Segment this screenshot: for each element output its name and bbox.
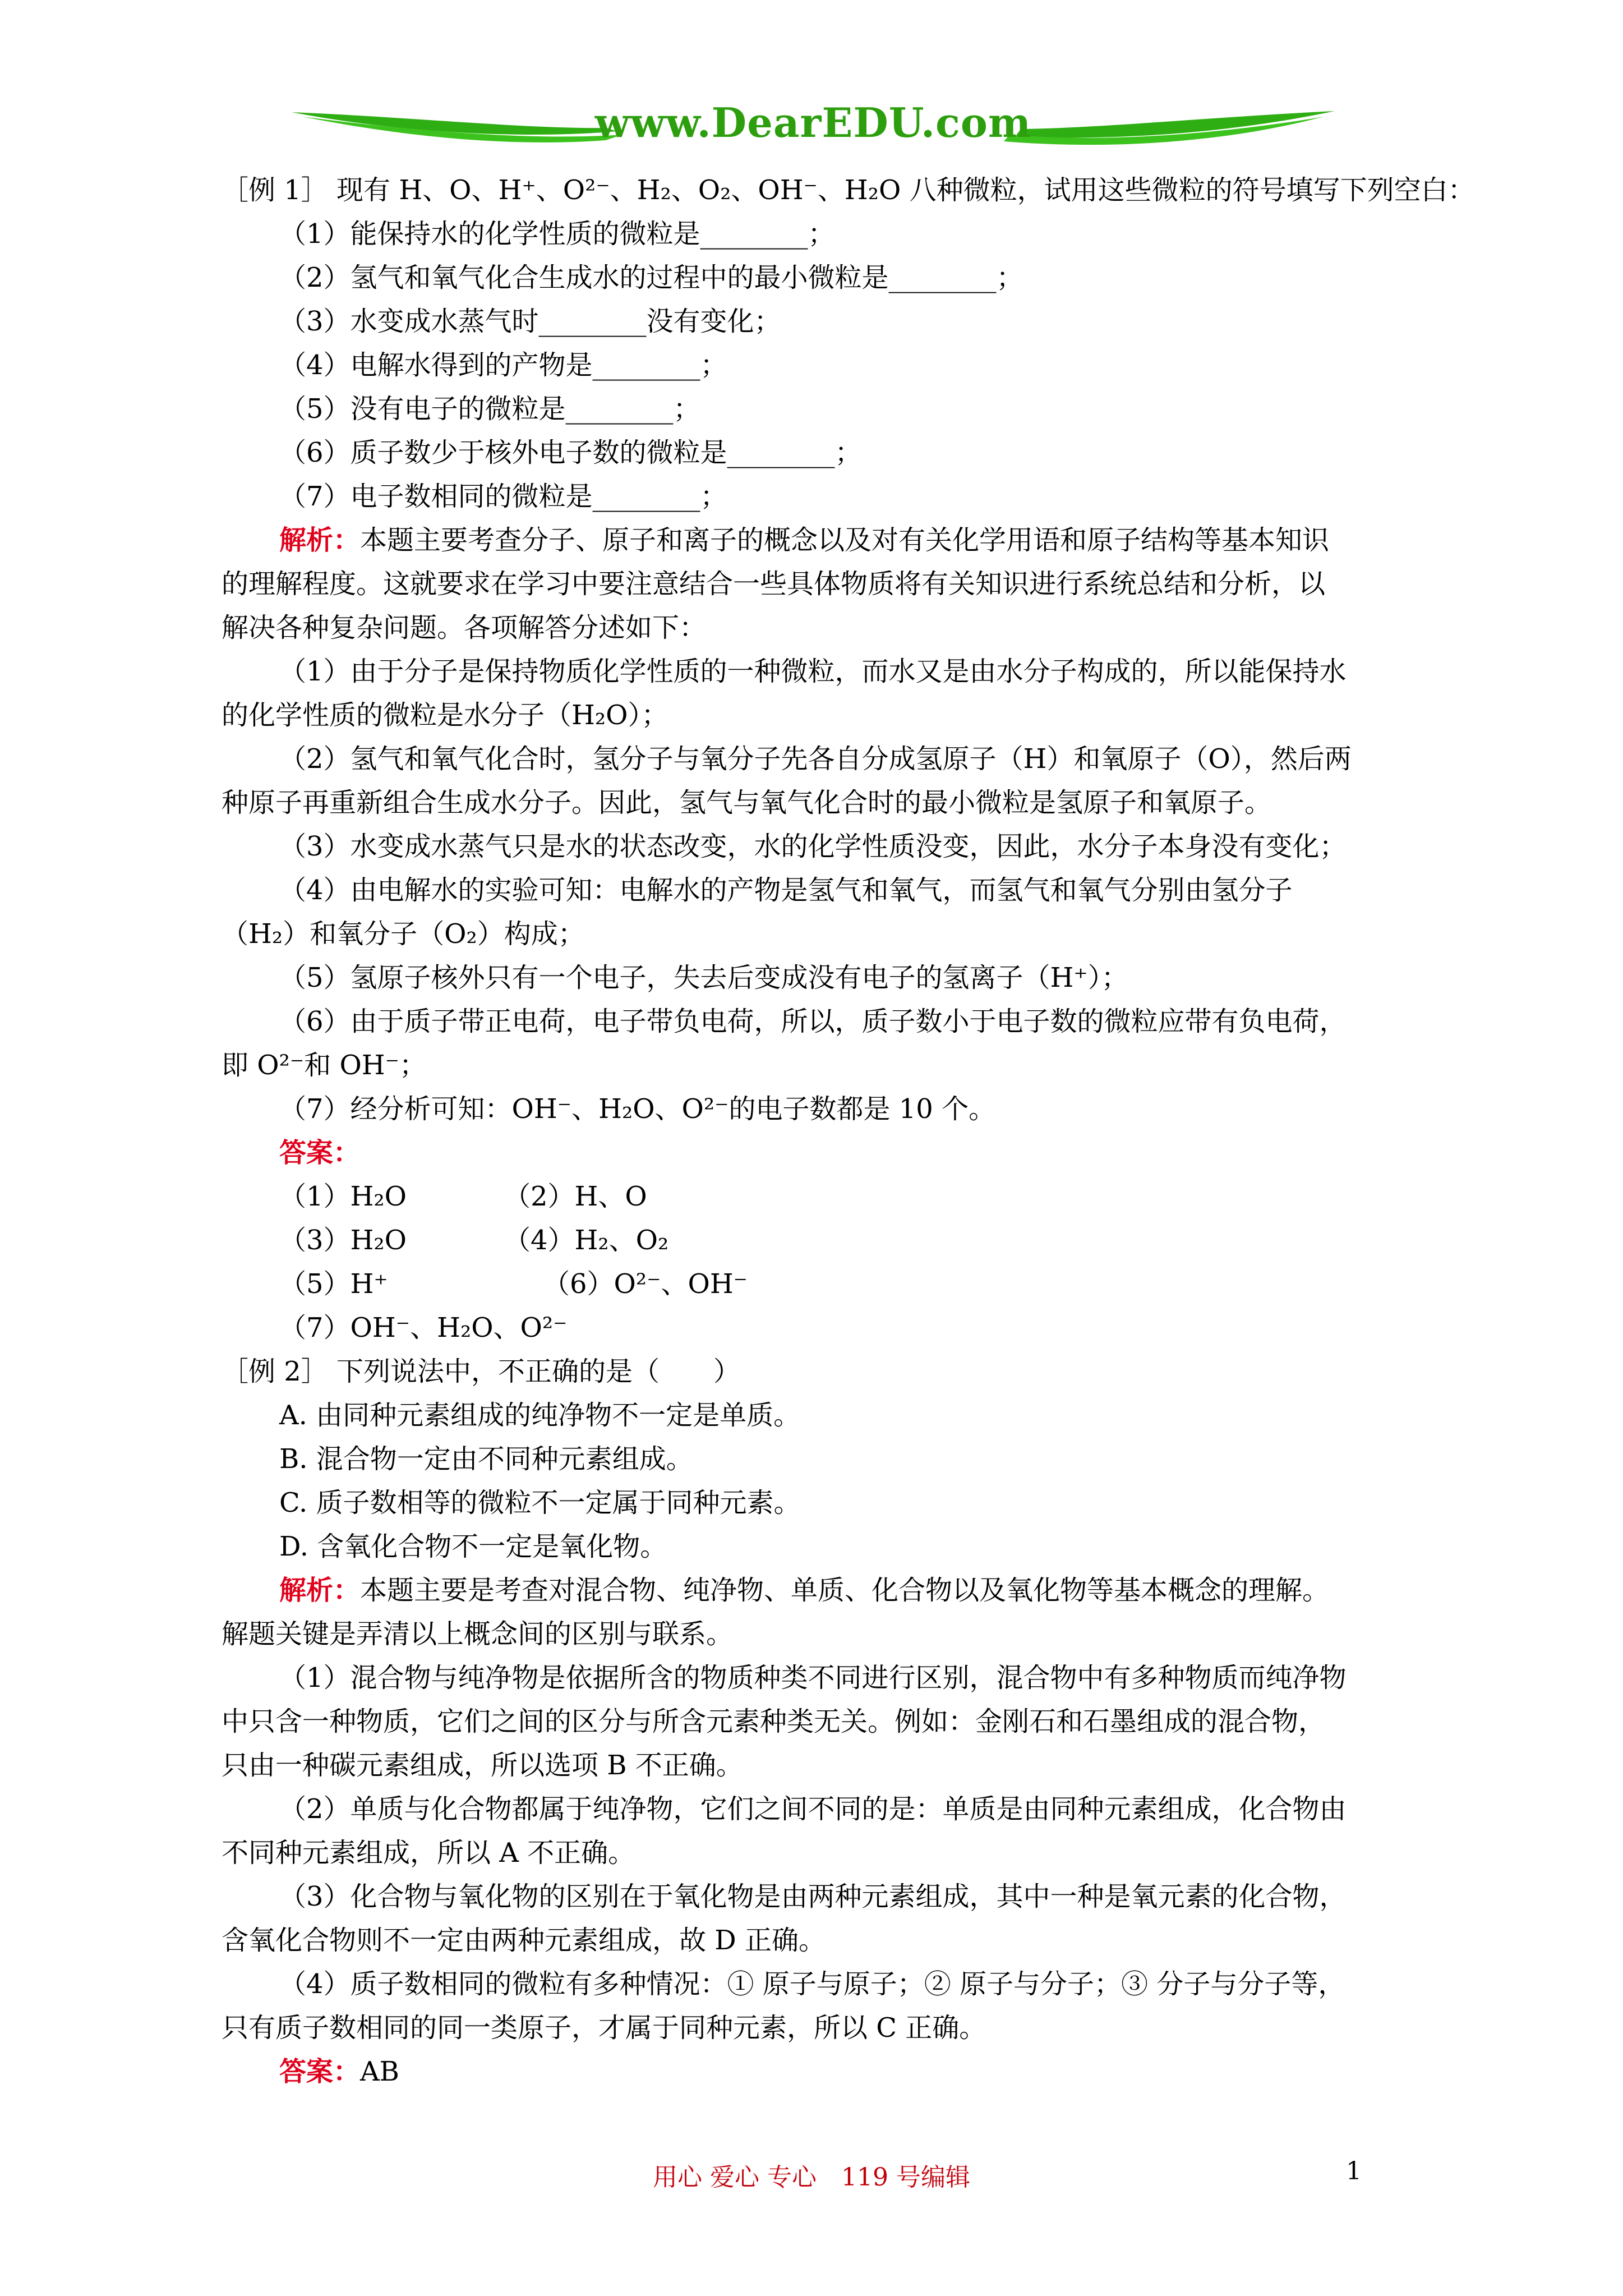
ex1-explain-4b: （H₂）和氧分子（O₂）构成； xyxy=(222,918,585,950)
ex1-question-5: （5）没有电子的微粒是________； xyxy=(279,393,700,425)
ex1-question-3: （3）水变成水蒸气时________没有变化； xyxy=(279,306,781,337)
ex1-answer-row-2 xyxy=(222,1218,1416,1262)
analysis-text: 本题主要考查分子、原子和离子的概念以及对有关化学用语和原子结构等基本知识 xyxy=(360,524,1330,556)
answer-label: 答案： xyxy=(279,2056,361,2087)
site-header xyxy=(292,94,1335,156)
ex1-explain-6a: （6）由于质子带正电荷，电子带负电荷，所以，质子数小于电子数的微粒应带有负电荷， xyxy=(279,1006,1347,1037)
page-number: 1 xyxy=(1346,2157,1362,2185)
ex2-point-1a: （1）混合物与纯净物是依据所含的物质种类不同进行区别，混合物中有多种物质而纯净物 xyxy=(279,1662,1347,1694)
ex1-explain-2b: 种原子再重新组合生成水分子。因此，氢气与氧气化合时的最小微粒是氢原子和氧原子。 xyxy=(222,787,1272,818)
ex2-option-d: D. 含氧化合物不一定是氧化物。 xyxy=(279,1531,667,1562)
ex1-answer-row-3 xyxy=(222,1262,1416,1306)
ex1-explain-5: （5）氢原子核外只有一个电子，失去后变成没有电子的氢离子（H⁺）； xyxy=(279,962,1128,993)
answer-6: （6）O²⁻、OH⁻ xyxy=(543,1268,748,1300)
ex1-question-4: （4）电解水得到的产物是________； xyxy=(279,349,727,381)
ex1-answer-row-1 xyxy=(222,1175,1416,1218)
page-footer: 用心 爱心 专心 119 号编辑 xyxy=(653,2163,970,2192)
ex1-answer-row-4 xyxy=(222,1306,1416,1350)
ex1-question-1: （1）能保持水的化学性质的微粒是________； xyxy=(279,218,835,250)
answer-7: （7）OH⁻、H₂O、O²⁻ xyxy=(279,1312,568,1343)
example2-title: ［例 2］ 下列说法中，不正确的是（ ） xyxy=(222,1356,741,1387)
ex1-question-7: （7）电子数相同的微粒是________； xyxy=(279,481,727,512)
ex2-point-1c: 只由一种碳元素组成，所以选项 B 不正确。 xyxy=(222,1750,743,1781)
analysis-text: 本题主要是考查对混合物、纯净物、单质、化合物以及氧化物等基本概念的理解。 xyxy=(360,1575,1330,1606)
ex1-explain-6b: 即 O²⁻和 OH⁻； xyxy=(222,1050,426,1081)
ex1-explain-3: （3）水变成水蒸气只是水的状态改变，水的化学性质没变，因此，水分子本身没有变化； xyxy=(279,831,1347,862)
ex2-answer-line xyxy=(222,2050,1416,2093)
document-body xyxy=(222,168,1475,2093)
ex1-explain-1a: （1）由于分子是保持物质化学性质的一种微粒，而水又是由水分子构成的，所以能保持水 xyxy=(279,656,1347,687)
answer-1: （1）H₂O xyxy=(279,1181,407,1212)
site-logo[interactable]: www.DearEDU.com xyxy=(594,99,1032,146)
ex1-answer-label-line xyxy=(222,1131,1416,1175)
answer-label: 答案： xyxy=(279,1137,361,1168)
answer-5: （5）H⁺ xyxy=(279,1268,388,1300)
ex2-point-4b: 只有质子数相同的同一类原子，才属于同种元素，所以 C 正确。 xyxy=(222,2012,986,2044)
ex1-analysis-line-1 xyxy=(222,518,1416,562)
ex1-question-6: （6）质子数少于核外电子数的微粒是________； xyxy=(279,437,862,468)
ex1-analysis-line-2: 的理解程度。这就要求在学习中要注意结合一些具体物质将有关知识进行系统总结和分析，以 xyxy=(222,568,1326,600)
ex2-analysis-line-1 xyxy=(222,1568,1416,1612)
ex2-point-4a: （4）质子数相同的微粒有多种情况：① 原子与原子；② 原子与分子；③ 分子与分子等， xyxy=(279,1968,1345,2000)
ex1-explain-7: （7）经分析可知：OH⁻、H₂O、O²⁻的电子数都是 10 个。 xyxy=(279,1093,996,1125)
ex2-point-2a: （2）单质与化合物都属于纯净物，它们之间不同的是：单质是由同种元素组成，化合物由 xyxy=(279,1793,1347,1825)
analysis-label: 解析： xyxy=(279,524,361,556)
ex2-point-3a: （3）化合物与氧化物的区别在于氧化物是由两种元素组成，其中一种是氧元素的化合物， xyxy=(279,1881,1347,1912)
ex2-option-c: C. 质子数相等的微粒不一定属于同种元素。 xyxy=(279,1487,801,1519)
ex2-option-a: A. 由同种元素组成的纯净物不一定是单质。 xyxy=(279,1400,801,1431)
ex1-analysis-line-3: 解决各种复杂问题。各项解答分述如下： xyxy=(222,612,707,643)
ex2-point-2b: 不同种元素组成，所以 A 不正确。 xyxy=(222,1837,635,1869)
ex1-explain-1b: 的化学性质的微粒是水分子（H₂O）； xyxy=(222,700,668,731)
ex2-point-1b: 中只含一种物质，它们之间的区分与所含元素种类无关。例如：金刚石和石墨组成的混合物， xyxy=(222,1706,1326,1737)
ex1-explain-4a: （4）由电解水的实验可知：电解水的产物是氢气和氧气，而氢气和氧气分别由氢分子 xyxy=(279,875,1293,906)
answer-value: AB xyxy=(360,2056,399,2087)
answer-4: （4）H₂、O₂ xyxy=(504,1225,669,1256)
answer-2: （2）H、O xyxy=(504,1181,647,1212)
ex2-option-b: B. 混合物一定由不同种元素组成。 xyxy=(279,1443,693,1475)
ex2-point-3b: 含氧化合物则不一定由两种元素组成，故 D 正确。 xyxy=(222,1925,826,1956)
ex2-analysis-line-2: 解题关键是弄清以上概念间的区别与联系。 xyxy=(222,1618,734,1650)
answer-3: （3）H₂O xyxy=(279,1225,407,1256)
example1-title: ［例 1］ 现有 H、O、H⁺、O²⁻、H₂、O₂、OH⁻、H₂O 八种微粒，试用这些微粒的符号填写下列空白： xyxy=(222,174,1475,206)
analysis-label: 解析： xyxy=(279,1575,361,1606)
ex1-explain-2a: （2）氢气和氧气化合时，氢分子与氧分子先各自分成氢原子（H）和氧原子（O），然后两 xyxy=(279,743,1352,775)
ex1-question-2: （2）氢气和氧气化合生成水的过程中的最小微粒是________； xyxy=(279,262,1023,293)
